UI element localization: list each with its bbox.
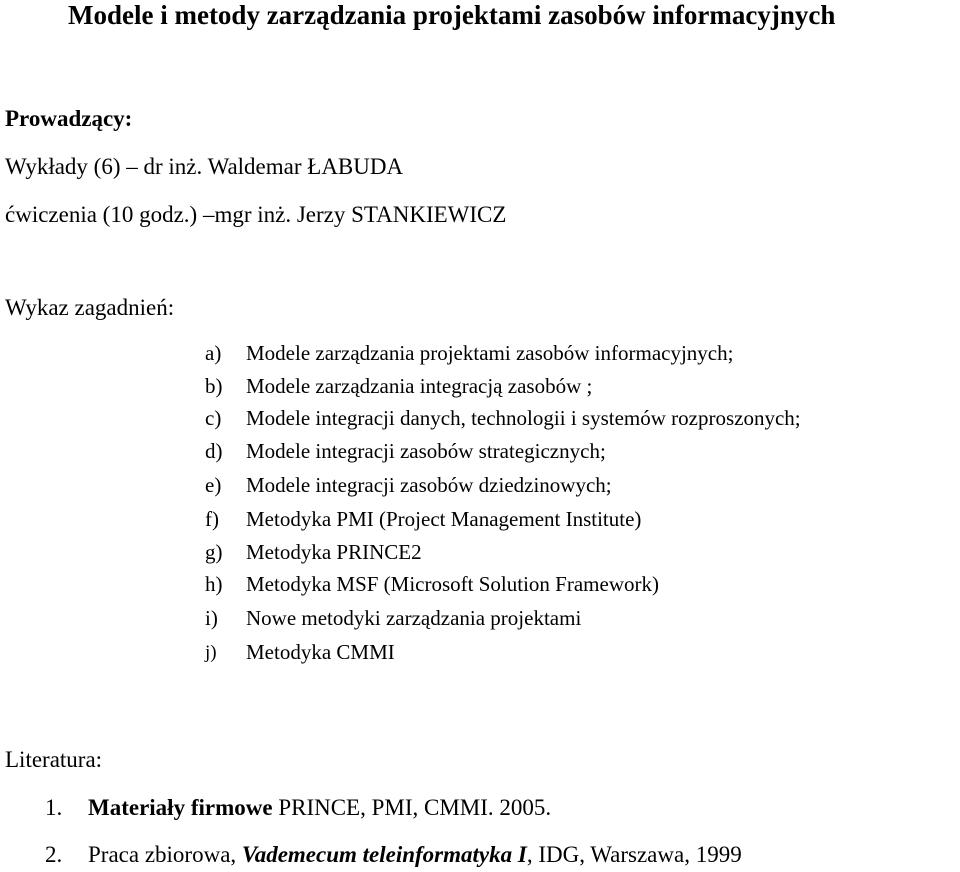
list-item-number: 1.	[45, 795, 63, 820]
reference-author: Praca zbiorowa,	[88, 842, 242, 867]
list-item-text: Modele zarządzania projektami zasobów informacyjnych;	[246, 341, 734, 365]
list-item	[0, 406, 960, 434]
instructors-heading: Prowadzący:	[5, 106, 133, 131]
exercises-line: ćwiczenia (10 godz.) –mgr inż. Jerzy STANKIEWICZ	[5, 202, 507, 227]
reference-italic-title: Vademecum teleinformatyka I	[241, 842, 527, 867]
list-item	[0, 795, 960, 825]
list-item-letter: h)	[205, 572, 223, 596]
list-item-text: Metodyka PRINCE2	[246, 540, 422, 564]
list-item-letter: d)	[205, 439, 223, 463]
reference-details: PRINCE, PMI, CMMI. 2005.	[272, 795, 552, 820]
list-item-text	[88, 795, 551, 821]
list-item-letter: g)	[205, 540, 223, 564]
list-item-letter: e)	[205, 473, 222, 497]
list-item-letter: j)	[205, 642, 217, 663]
list-item-letter: c)	[205, 406, 222, 430]
list-item	[0, 606, 960, 634]
list-item-text	[88, 842, 742, 868]
list-item	[0, 439, 960, 467]
literature-heading: Literatura:	[5, 747, 103, 772]
list-item	[0, 374, 960, 402]
list-item	[0, 473, 960, 501]
list-item-text: Metodyka PMI (Project Management Institute)	[246, 507, 642, 531]
list-item-text: Metodyka CMMI	[246, 640, 395, 664]
list-item-letter: b)	[205, 374, 223, 398]
list-item-letter: a)	[205, 341, 222, 365]
list-item	[0, 842, 960, 872]
document-title: Modele i metody zarządzania projektami zasobów informacyjnych	[68, 0, 836, 30]
list-item	[0, 341, 960, 369]
list-item-letter: i)	[205, 606, 218, 630]
list-item-text: Nowe metodyki zarządzania projektami	[246, 606, 582, 630]
list-item-letter: f)	[205, 507, 219, 531]
list-item	[0, 540, 960, 568]
list-item	[0, 572, 960, 600]
list-item-text: Modele integracji danych, technologii i systemów rozproszonych;	[246, 406, 801, 430]
list-item-text: Modele zarządzania integracją zasobów ;	[246, 374, 593, 398]
list-item-text: Modele integracji zasobów strategicznych;	[246, 439, 606, 463]
list-item	[0, 640, 960, 668]
list-item-text: Modele integracji zasobów dziedzinowych;	[246, 473, 612, 497]
list-item-text: Metodyka MSF (Microsoft Solution Framework)	[246, 572, 659, 596]
topics-heading: Wykaz zagadnień:	[5, 295, 175, 320]
list-item-number: 2.	[45, 842, 63, 867]
reference-details: , IDG, Warszawa, 1999	[526, 842, 742, 867]
reference-bold-title: Materiały firmowe	[88, 795, 273, 820]
lectures-line: Wykłady (6) – dr inż. Waldemar ŁABUDA	[5, 154, 404, 179]
list-item	[0, 507, 960, 535]
